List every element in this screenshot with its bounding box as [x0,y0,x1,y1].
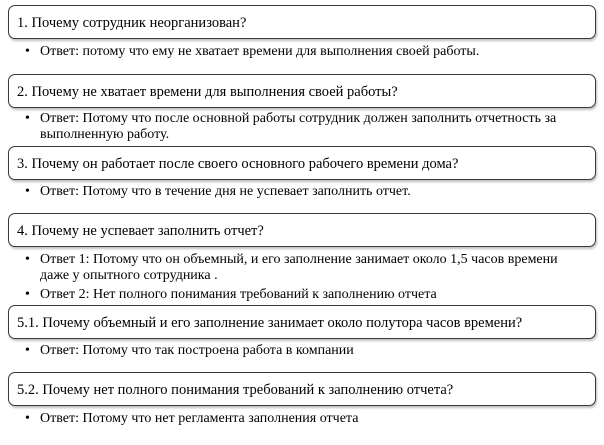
question-text: 4. Почему не успевает заполнить отчет? [17,223,264,239]
bullet-icon: • [25,287,30,302]
bullet-icon: • [25,343,30,358]
bullet-icon: • [25,111,30,126]
question-box-1 [8,5,596,39]
answer-item [25,287,585,303]
question-box-3 [8,146,596,180]
answer-text: Ответ: Потому что нет регламента заполнения отчета [40,411,359,426]
answer-text: Ответ 1: Потому что он объемный, и его заполнение занимает около 1,5 часов времени даже у опытного сотрудника . [40,252,558,283]
question-text: 2. Почему не хватает времени для выполнения своей работы? [17,84,398,100]
bullet-icon: • [25,184,30,199]
answer-item [25,111,585,143]
answer-text: Ответ: Потому что так построена работа в компании [40,343,354,358]
question-box-5-1 [8,305,596,339]
answer-text: Ответ: Потому что после основной работы сотрудник должен заполнить отчетность за выполненную работу. [40,111,557,142]
answer-item [25,44,585,60]
question-text: 5.2. Почему нет полного понимания требований к заполнению отчета? [17,382,454,398]
question-box-2 [8,74,596,108]
question-text: 5.1. Почему объемный и его заполнение занимает около полутора часов времени? [17,315,523,331]
question-text: 1. Почему сотрудник неорганизован? [17,15,247,31]
question-box-4 [8,213,596,247]
answer-item [25,343,585,359]
answer-item [25,252,585,284]
bullet-icon: • [25,44,30,59]
answer-text: Ответ 2: Нет полного понимания требований к заполнению отчета [40,287,437,302]
question-box-5-2 [8,372,596,406]
answer-text: Ответ: Потому что в течение дня не успевает заполнить отчет. [40,184,411,199]
bullet-icon: • [25,411,30,426]
answer-text: Ответ: потому что ему не хватает времени для выполнения своей работы. [40,44,480,59]
bullet-icon: • [25,252,30,267]
answer-item [25,184,585,200]
answer-item [25,411,585,427]
question-text: 3. Почему он работает после своего основного рабочего времени дома? [17,156,459,172]
